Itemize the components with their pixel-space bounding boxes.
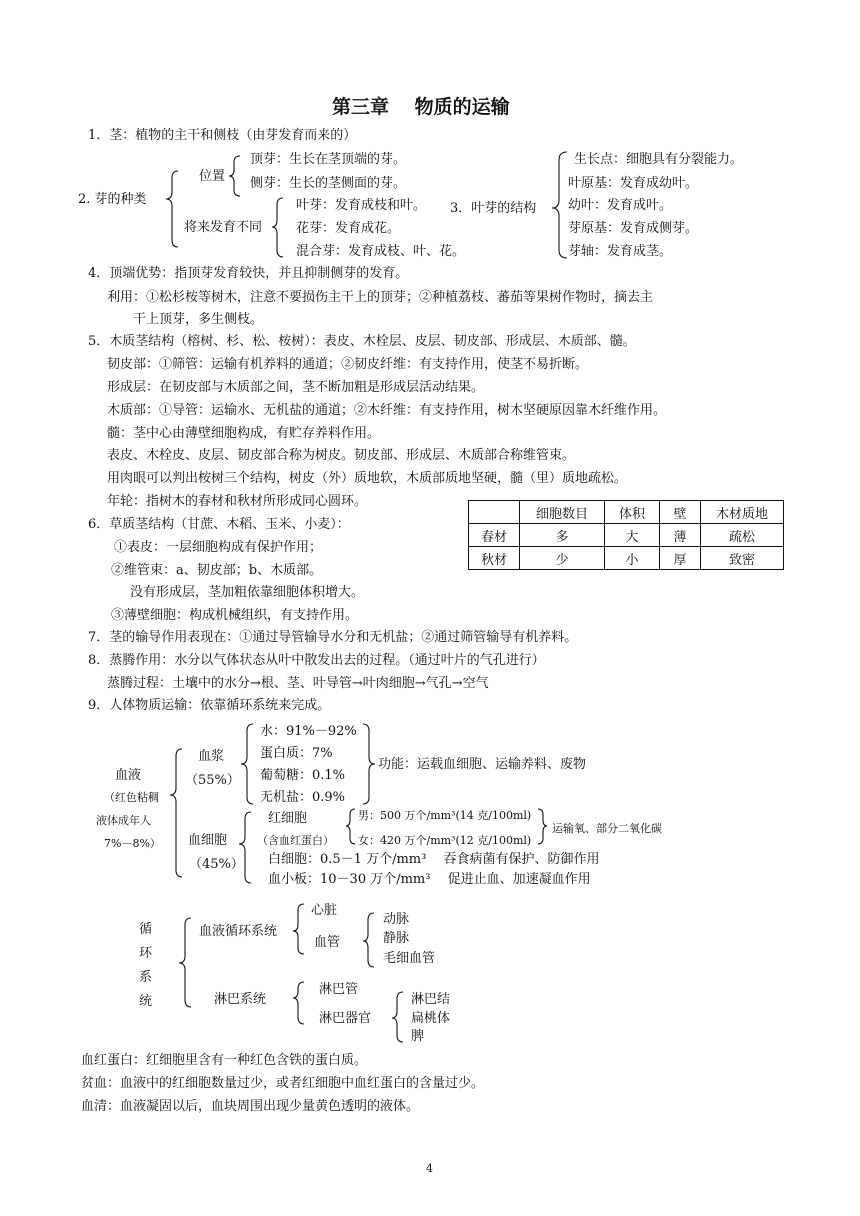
leaf-bud-item: 生长点：细胞具有分裂能力。 <box>574 152 744 167</box>
table-cell: 秋材 <box>469 547 520 570</box>
section-6-line: ②维管束：a、韧皮部；b、木质部。 <box>111 563 323 578</box>
table-cell: 大 <box>605 524 660 547</box>
wbc-line: 白细胞：0.5－1 万个/mm³ 吞食病菌有保护、防御作用 <box>268 852 600 867</box>
lymph-organ-item: 淋巴结 <box>411 992 451 1007</box>
bud-position-item: 顶芽：生长在茎顶端的芽。 <box>250 152 407 167</box>
table-cell: 疏松 <box>701 524 784 547</box>
blood-note: 7%－8%） <box>104 837 161 850</box>
table-header-cell: 细胞数目 <box>520 501 605 524</box>
section-5-line: 表皮、木栓皮、皮层、韧皮部合称为树皮。韧皮部、形成层、木质部合称维管束。 <box>107 448 576 463</box>
rbc-function: 运输氧、部分二氧化碳 <box>552 822 662 835</box>
lymph-vessel-label: 淋巴管 <box>319 982 359 997</box>
table-cell: 少 <box>520 547 605 570</box>
section-8-line: 蒸腾过程：土壤中的水分→根、茎、叶导管→叶肉细胞→气孔→空气 <box>107 676 489 691</box>
section-5-line: 髓：茎中心由薄壁细胞构成，有贮存养料作用。 <box>107 426 381 441</box>
section-4: 4．顶端优势：指顶芽发育较快，并且抑制侧芽的发育。 <box>88 266 409 281</box>
table-header-cell: 木材质地 <box>701 501 784 524</box>
section-7: 7．茎的输导作用表现在：①通过导管输导水分和无机盐；②通过筛管输导有机养料。 <box>88 630 578 645</box>
table-cell: 春材 <box>469 524 520 547</box>
vessel-item: 动脉 <box>383 912 410 927</box>
table-header-cell <box>469 501 520 524</box>
rbc-male: 男：500 万个/mm³(14 克/100ml) <box>358 809 532 822</box>
table-header-cell: 体积 <box>605 501 660 524</box>
section-5-line: 木质部：①导管：运输水、无机盐的通道；②木纤维：有支持作用，树木坚硬原因靠木纤维作用。 <box>107 403 667 418</box>
section-5-line: 形成层：在韧皮部与木质部之间，茎不断加粗是形成层活动结果。 <box>107 380 485 395</box>
page-title: 第三章 物质的运输 <box>332 96 510 118</box>
bud-position-label: 位置 <box>199 169 226 184</box>
rbc-note: （含血红蛋白） <box>257 834 334 847</box>
circulation-label: 统 <box>139 994 153 1009</box>
plasma-item: 水：91%－92% <box>260 724 357 739</box>
lymph-organ-label: 淋巴器官 <box>319 1011 372 1026</box>
circulation-label: 环 <box>139 946 153 961</box>
bud-types-label: 2. 芽的种类 <box>78 192 147 207</box>
table-cell: 小 <box>605 547 660 570</box>
platelet-line: 血小板：10－30 万个/mm³ 促进止血、加速凝血作用 <box>268 872 591 887</box>
section-9: 9．人体物质运输：依靠循环系统来完成。 <box>88 698 331 713</box>
section-1: 1．茎：植物的主干和侧枝（由芽发育而来的） <box>88 128 357 143</box>
lymph-organ-item: 扁桃体 <box>411 1011 451 1026</box>
bud-future-item: 混合芽：发育成枝、叶、花。 <box>296 244 466 259</box>
page-number: 4 <box>426 1162 433 1175</box>
leaf-bud-item: 芽轴：发育成茎。 <box>568 244 673 259</box>
table-cell: 多 <box>520 524 605 547</box>
table-cell: 厚 <box>660 547 701 570</box>
bud-future-item: 花芽：发育成花。 <box>296 221 401 236</box>
leaf-bud-item: 幼叶：发育成叶。 <box>568 198 673 213</box>
table-row <box>469 524 784 547</box>
plasma-label: 血浆 <box>198 749 225 764</box>
blood-note: （红色粘稠 <box>104 791 159 804</box>
plasma-item: 蛋白质：7% <box>260 746 333 761</box>
section-5-line: 韧皮部：①筛管：运输有机养料的通道；②韧皮纤维：有支持作用，使茎不易折断。 <box>107 357 589 372</box>
leaf-bud-item: 芽原基：发育成侧芽。 <box>568 221 699 236</box>
section-5-line: 年轮：指树木的春材和秋材所形成同心圆环。 <box>107 494 368 509</box>
section-4-line: 利用：①松杉桉等树木，注意不要损伤主干上的顶芽；②种植荔枝、蕃茄等果树作物时，摘去主 <box>107 290 654 305</box>
blood-circulation-system: 血液循环系统 <box>199 924 278 939</box>
table-header-row <box>469 501 784 524</box>
circulation-label: 循 <box>139 922 153 937</box>
plasma-item: 无机盐：0.9% <box>260 790 346 805</box>
leaf-bud-label: 3．叶芽的结构 <box>450 201 537 216</box>
section-8: 8．蒸腾作用：水分以气体状态从叶中散发出去的过程。（通过叶片的气孔进行） <box>88 653 545 668</box>
vessel-item: 毛细血管 <box>383 951 436 966</box>
vessels-label: 血管 <box>314 935 341 950</box>
plasma-percent: （55%） <box>185 773 240 788</box>
bud-future-label: 将来发育不同 <box>184 220 263 235</box>
table-row <box>469 547 784 570</box>
table-cell: 薄 <box>660 524 701 547</box>
section-6-line: ③薄壁细胞：构成机械组织，有支持作用。 <box>111 608 359 623</box>
wood-table <box>468 500 784 570</box>
rbc-female: 女：420 万个/mm³(12 克/100ml) <box>358 834 532 847</box>
cells-label: 血细胞 <box>188 833 228 848</box>
definition-anemia: 贫血：血液中的红细胞数量过少，或者红细胞中血红蛋白的含量过少。 <box>81 1076 485 1091</box>
leaf-bud-item: 叶原基：发育成幼叶。 <box>568 176 699 191</box>
lymph-organ-item: 脾 <box>411 1029 425 1044</box>
table-cell: 致密 <box>701 547 784 570</box>
heart-label: 心脏 <box>311 903 338 918</box>
circulation-label: 系 <box>139 970 153 985</box>
section-5: 5．木质茎结构（榕树、杉、松、桉树）：表皮、木栓层、皮层、韧皮部、形成层、木质部、髓。 <box>88 334 636 349</box>
plasma-item: 葡萄糖：0.1% <box>260 768 346 783</box>
section-6-line: 没有形成层，茎加粗依靠细胞体积增大。 <box>130 585 365 600</box>
definition-serum: 血清：血液凝固以后，血块周围出现少量黄色透明的液体。 <box>81 1099 420 1114</box>
bud-position-item: 侧芽：生长的茎侧面的芽。 <box>250 176 407 191</box>
blood-note: 液体成年人 <box>96 814 151 827</box>
blood-label: 血液 <box>115 768 142 783</box>
plasma-function: 功能：运载血细胞、运输养料、废物 <box>378 757 587 772</box>
section-6-line: ①表皮：一层细胞构成有保护作用； <box>114 540 323 555</box>
section-6: 6．草质茎结构（甘蔗、木稻、玉米、小麦）： <box>88 517 350 532</box>
bud-future-item: 叶芽：发育成枝和叶。 <box>296 198 427 213</box>
lymph-system: 淋巴系统 <box>214 992 267 1007</box>
section-4-line: 干上顶芽，多生侧枝。 <box>133 312 264 327</box>
cells-percent: （45%） <box>189 857 244 872</box>
definition-hemoglobin: 血红蛋白：红细胞里含有一种红色含铁的蛋白质。 <box>81 1053 368 1068</box>
rbc-label: 红细胞 <box>268 811 308 826</box>
vessel-item: 静脉 <box>383 931 410 946</box>
section-5-line: 用肉眼可以判出桉树三个结构，树皮（外）质地软，木质部质地坚硬，髓（里）质地疏松。 <box>107 471 628 486</box>
table-header-cell: 壁 <box>660 501 701 524</box>
